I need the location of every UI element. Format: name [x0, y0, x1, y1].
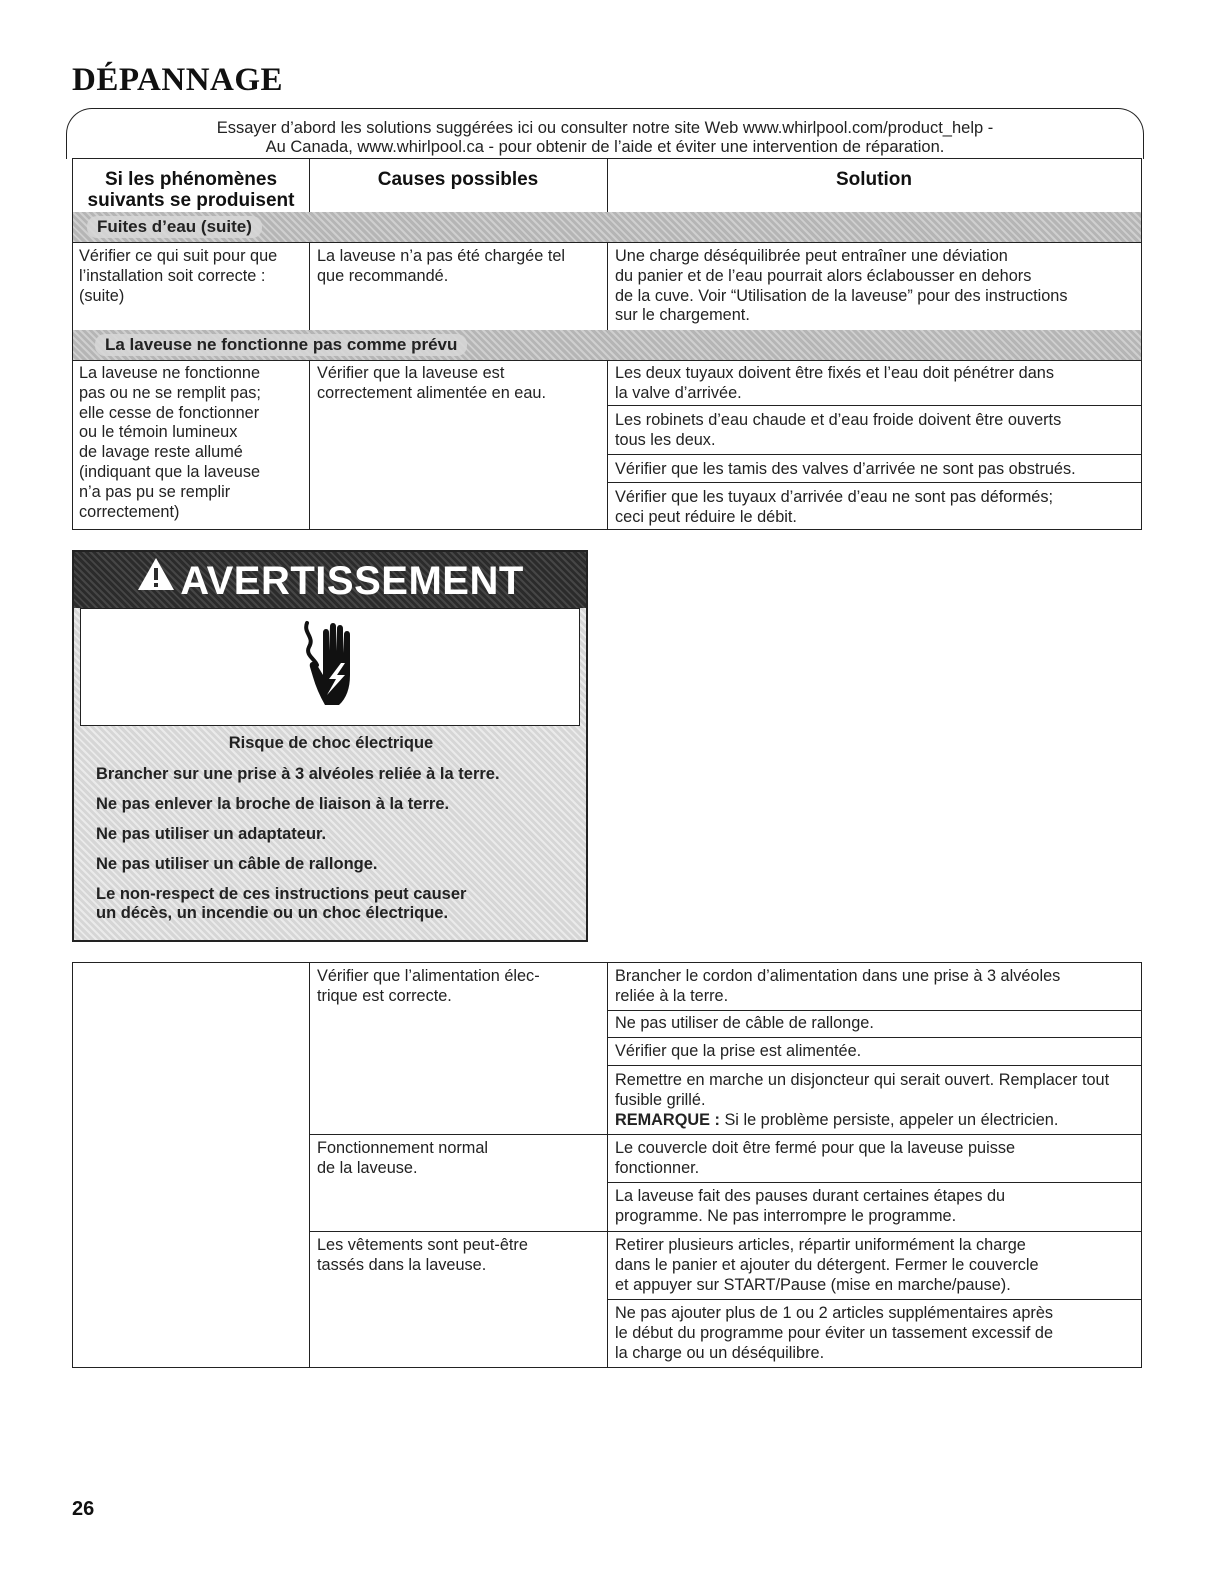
solution-cell: Vérifier que les tuyaux d’arrivée d’eau ne sont pas déformés; ceci peut réduire le débit. [615, 488, 1054, 526]
solution-cell: Vérifier que la prise est alimentée. [615, 1042, 862, 1060]
remark-text: Si le problème persiste, appeler un électricien. [719, 1110, 1059, 1129]
warning-box [72, 550, 588, 942]
electric-shock-hand-icon [301, 619, 361, 720]
symptom-cell: La laveuse ne fonctionne pas ou ne se remplit pas; elle cesse de fonctionner ou le témoin lumineux de lavage reste allumé (indiquant que la laveuse n’a pas pu se remplir correctement) [79, 364, 261, 521]
page-number: 26 [72, 1498, 95, 1520]
section-label: La laveuse ne fonctionne pas comme prévu [95, 334, 467, 356]
intro-box [66, 108, 1144, 159]
intro-text [67, 119, 1143, 157]
header-causes: Causes possibles [377, 169, 539, 190]
warning-triangle-icon [136, 550, 176, 608]
solution-cell: Ne pas utiliser de câble de rallonge. [615, 1014, 874, 1032]
symptom-cell: Vérifier ce qui suit pour que l’installation soit correcte : (suite) [79, 247, 278, 305]
page-title: DÉPANNAGE [72, 62, 284, 98]
section-label: Fuites d’eau (suite) [87, 216, 262, 238]
warning-title: AVERTISSEMENT [180, 559, 524, 603]
cause-cell: La laveuse n’a pas été chargée tel que recommandé. [317, 247, 566, 285]
intro-line: Essayer d’abord les solutions suggérées ici ou consulter notre site Web www.whirlpool.com/product_help - [216, 119, 994, 137]
remark [615, 1111, 1109, 1131]
solution-cell: Brancher le cordon d’alimentation dans une prise à 3 alvéoles reliée à la terre. [615, 967, 1061, 1005]
solution-cell: Une charge déséquilibrée peut entraîner une déviation du panier et de l’eau pourrait alors éclabousser en dehors de la cuve. Voir “Utilisation de la laveuse” pour des instructions sur le chargement. [615, 247, 1068, 325]
solution-cell: Remettre en marche un disjoncteur qui serait ouvert. Remplacer tout fusible grillé. REMARQUE : Si le problème persiste, appeler un électricien. [615, 1071, 1110, 1129]
solution-cell: La laveuse fait des pauses durant certaines étapes du programme. Ne pas interrompre le programme. [615, 1187, 1006, 1225]
cause-cell: Vérifier que l’alimentation élec- trique est correcte. [317, 967, 540, 1005]
header-symptoms: Si les phénomènes suivants se produisent [87, 169, 295, 211]
warning-line: Ne pas utiliser un adaptateur. [96, 824, 327, 843]
cause-cell: Fonctionnement normal de la laveuse. [317, 1139, 489, 1177]
solution-cell: Le couvercle doit être fermé pour que la laveuse puisse fonctionner. [615, 1139, 1016, 1177]
troubleshooting-table [72, 158, 1142, 530]
cause-cell: Vérifier que la laveuse est correctement alimentée en eau. [317, 364, 546, 402]
section-band-fuites [73, 212, 1141, 242]
warning-line: Ne pas utiliser un câble de rallonge. [96, 854, 378, 873]
warning-header [74, 552, 586, 608]
intro-line: Au Canada, www.whirlpool.ca - pour obtenir de l’aide et éviter une intervention de réparation. [265, 138, 945, 156]
solution-cell: Retirer plusieurs articles, répartir uniformément la charge dans le panier et ajouter du détergent. Fermer le couvercle et appuyer sur START/Pause (mise en marche/pause). [615, 1236, 1039, 1294]
section-band-fonctionne [73, 330, 1141, 360]
header-solution: Solution [836, 169, 912, 190]
solution-cell: Vérifier que les tamis des valves d’arrivée ne sont pas obstrués. [615, 460, 1076, 478]
warning-pictogram [80, 608, 580, 726]
warning-consequence: Le non-respect de ces instructions peut causer un décès, un incendie ou un choc électrique. [96, 884, 467, 922]
troubleshooting-table-continued [72, 962, 1142, 1368]
warning-line: Brancher sur une prise à 3 alvéoles reliée à la terre. [96, 764, 500, 783]
cause-cell: Les vêtements sont peut-être tassés dans la laveuse. [317, 1236, 528, 1274]
solution-cell: Les robinets d’eau chaude et d’eau froide doivent être ouverts tous les deux. [615, 411, 1062, 449]
solution-cell: Ne pas ajouter plus de 1 ou 2 articles supplémentaires après le début du programme pour éviter un tassement excessif de la charge ou un déséquilibre. [615, 1304, 1054, 1362]
warning-subtitle: Risque de choc électrique [228, 734, 434, 752]
warning-body [96, 734, 566, 924]
warning-line: Ne pas enlever la broche de liaison à la terre. [96, 794, 450, 813]
solution-cell: Les deux tuyaux doivent être fixés et l’eau doit pénétrer dans la valve d’arrivée. [615, 364, 1054, 402]
remark-label: REMARQUE : [615, 1110, 720, 1129]
